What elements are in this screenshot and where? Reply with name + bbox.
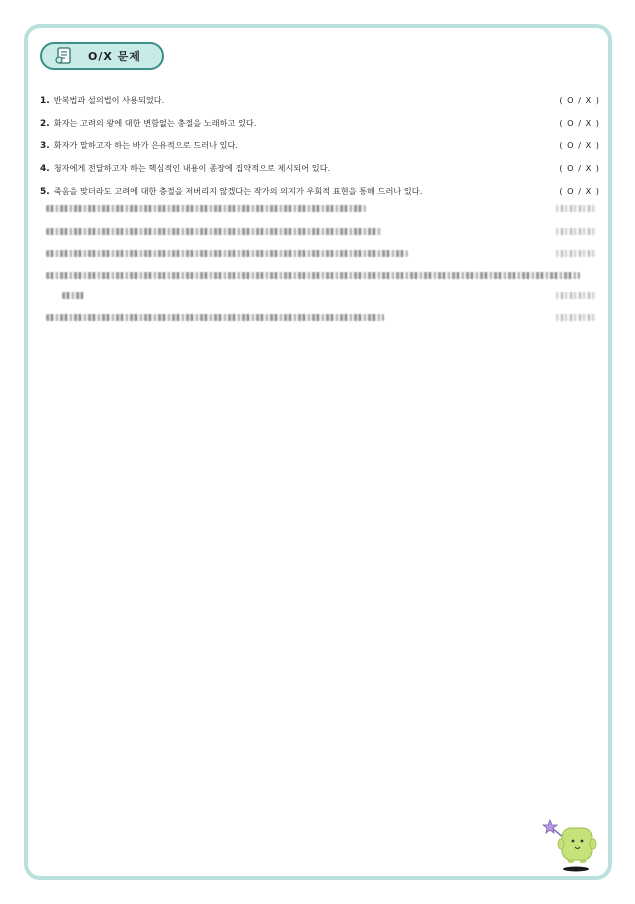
- question-number: 2.: [40, 119, 50, 129]
- section-title: O/X 문제: [88, 50, 141, 63]
- question-number: 4.: [40, 164, 50, 174]
- page-frame: [24, 24, 612, 880]
- question-text: 화자는 고려의 왕에 대한 변함없는 충절을 노래하고 있다.: [53, 118, 257, 128]
- question-5: [40, 186, 600, 198]
- question-1: [40, 95, 600, 107]
- document-pen-icon: [54, 47, 74, 65]
- blurred-ox-choice: [556, 228, 596, 235]
- section-badge: [40, 42, 164, 70]
- question-number: 3.: [40, 141, 50, 151]
- ox-choice: ( O / X ): [559, 140, 600, 150]
- ox-choice: ( O / X ): [559, 118, 600, 128]
- ox-choice: ( O / X ): [559, 163, 600, 173]
- blurred-ox-choice: [556, 314, 596, 321]
- question-3: [40, 140, 600, 152]
- question-text: 화자가 말하고자 하는 바가 은유적으로 드러나 있다.: [53, 140, 238, 150]
- question-text: 죽음을 맞더라도 고려에 대한 충절을 저버리지 않겠다는 작가의 의지가 우회적 표현을 통해 드러나 있다.: [53, 186, 423, 196]
- blurred-ox-choice: [556, 292, 596, 299]
- blurred-question-line: [46, 272, 580, 279]
- blurred-question-line: [46, 228, 382, 235]
- ox-choice: ( O / X ): [559, 95, 600, 105]
- question-text: 반복법과 설의법이 사용되었다.: [53, 95, 165, 105]
- blurred-question-line: [46, 205, 366, 212]
- green-mascot-with-wand-icon: [542, 814, 606, 872]
- question-number: 5.: [40, 187, 50, 197]
- blurred-question-line: [46, 250, 408, 257]
- question-4: [40, 163, 600, 175]
- ox-choice: ( O / X ): [559, 186, 600, 196]
- blurred-ox-choice: [556, 205, 596, 212]
- blurred-question-line: [62, 292, 84, 299]
- question-number: 1.: [40, 96, 50, 106]
- blurred-question-line: [46, 314, 384, 321]
- blurred-ox-choice: [556, 250, 596, 257]
- question-2: [40, 118, 600, 130]
- question-text: 청자에게 전달하고자 하는 핵심적인 내용이 종장에 집약적으로 제시되어 있다.: [53, 163, 331, 173]
